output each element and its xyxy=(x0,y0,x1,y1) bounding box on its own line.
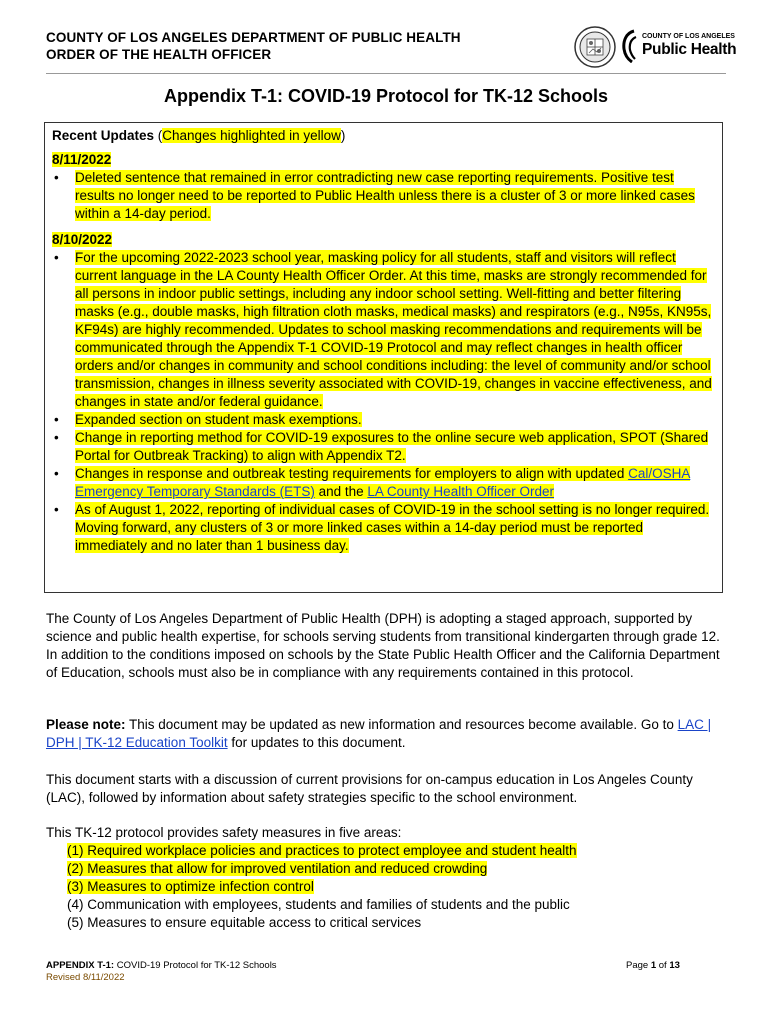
public-health-logo-icon xyxy=(620,29,640,63)
list-item-text: Changes in response and outbreak testing requirements for employers to align with updated xyxy=(75,466,629,481)
header-text xyxy=(46,29,461,63)
list-item xyxy=(46,842,726,860)
footer-revised: Revised 8/11/2022 xyxy=(46,972,125,983)
list-item xyxy=(52,429,716,465)
recent-updates-label: Recent Updates xyxy=(52,128,155,143)
list-item xyxy=(52,501,716,555)
note-paragraph xyxy=(46,716,726,752)
calosha-ets-link[interactable]: Cal/OSHA Emergency Temporary Standards (ETS) xyxy=(75,466,691,499)
note-label: Please note: xyxy=(46,717,126,732)
bullet-icon: • xyxy=(54,430,59,445)
recent-updates-note: Changes highlighted in yellow xyxy=(162,128,341,143)
list-item-text: Expanded section on student mask exemptions. xyxy=(75,412,362,427)
header-line-2: ORDER OF THE HEALTH OFFICER xyxy=(46,47,272,62)
public-health-logo xyxy=(620,29,737,65)
bullet-icon: • xyxy=(54,502,59,517)
update-date xyxy=(52,151,716,169)
discussion-paragraph: This document starts with a discussion of current provisions for on-campus education in Los Angeles County (LAC), followed by information about safety strategies specific to the school environment. xyxy=(46,772,693,805)
update-date xyxy=(52,231,716,249)
list-item xyxy=(52,249,716,411)
list-item-text: For the upcoming 2022-2023 school year, masking policy for all students, staff and visitors will reflect current language in the LA County Health Officer Order. At this time, masks are strongly recommended for all persons in indoor public settings, including any indoor school setting. Well-fitting and better filtering masks (e.g., double masks, high filtration cloth masks, medical masks) and respirators (e.g., N95s, KN95s, KF94s) are highly recommended. Updates to school masking recommendations and requirements will be communicated through the Appendix T-1 COVID-19 Protocol and may reflect changes in health officer orders and/or changes in community and school conditions including: the level of community and/or school transmission, changes in illness severity associated with COVID-19, changes in vaccine effectiveness, and changes in state and/or federal guidance. xyxy=(75,250,712,409)
footer-left xyxy=(46,960,277,984)
bullet-icon: • xyxy=(54,412,59,427)
page-number xyxy=(626,960,680,972)
logo-public-health-text: Public Health xyxy=(642,41,737,58)
page-total: 13 xyxy=(669,960,680,971)
footer-label: APPENDIX T-1: xyxy=(46,960,115,971)
area-item-text: (2) Measures that allow for improved ventilation and reduced crowding xyxy=(67,861,488,876)
note-text: This document may be updated as new information and resources become available. Go to xyxy=(125,717,678,732)
areas-section xyxy=(46,824,726,932)
list-item xyxy=(46,878,726,896)
list-item-text: Deleted sentence that remained in error contradicting new case reporting requirements. Positive test results no longer need to be reported to Public Health unless there is a cluster of 3 or more linked cases within a 14-day period. xyxy=(75,170,695,221)
logo-county-text: COUNTY OF LOS ANGELES xyxy=(642,33,735,40)
update-list xyxy=(52,249,716,555)
bullet-icon: • xyxy=(54,466,59,481)
area-item-text: (5) Measures to ensure equitable access to critical services xyxy=(67,915,422,930)
page-current: 1 xyxy=(650,960,657,971)
bullet-icon: • xyxy=(54,250,59,265)
heading-paren-open: ( xyxy=(154,128,163,143)
footer-doc-title: COVID-19 Protocol for TK-12 Schools xyxy=(114,960,277,971)
page-word: Page xyxy=(626,960,651,971)
list-item-text: As of August 1, 2022, reporting of individual cases of COVID-19 in the school setting is no longer required. Moving forward, any clusters of 3 or more linked cases within a 14-day period must be reported immediately and no later than 1 business day. xyxy=(75,502,710,553)
recent-updates-heading xyxy=(52,127,716,145)
education-toolkit-link[interactable]: LAC | DPH | TK-12 Education Toolkit xyxy=(46,717,712,750)
intro-paragraph: The County of Los Angeles Department of Public Health (DPH) is adopting a staged approach, supported by science and public health expertise, for schools serving students from transitional kindergarten through grade 12. In addition to the conditions imposed on schools by the State Public Health Officer and the California Department of Education, schools must also be in compliance with any requirements contained in this protocol. xyxy=(46,611,720,680)
page-title: Appendix T-1: COVID-19 Protocol for TK-12 Schools xyxy=(163,86,609,106)
list-item xyxy=(46,860,726,878)
footer-doc-line xyxy=(46,960,277,972)
list-item xyxy=(46,896,726,914)
health-officer-order-link[interactable]: LA County Health Officer Order xyxy=(367,484,554,499)
update-date-text: 8/10/2022 xyxy=(52,232,113,247)
county-seal-icon xyxy=(574,26,616,68)
area-item-text: (3) Measures to optimize infection control xyxy=(67,879,314,894)
list-item xyxy=(52,465,716,501)
heading-paren-close: ) xyxy=(340,128,346,143)
list-item-text: and the xyxy=(314,484,368,499)
bullet-icon: • xyxy=(54,170,59,185)
header-divider xyxy=(46,73,726,74)
note-end-text: for updates to this document. xyxy=(227,735,406,750)
page-of: of xyxy=(656,960,670,971)
list-item-text: Change in reporting method for COVID-19 exposures to the online secure web application, SPOT (Shared Portal for Outbreak Tracking) to align with Appendix T2. xyxy=(75,430,709,463)
header-line-1: COUNTY OF LOS ANGELES DEPARTMENT OF PUBLIC HEALTH xyxy=(46,30,461,45)
areas-list xyxy=(46,842,726,932)
area-item-text: (1) Required workplace policies and practices to protect employee and student health xyxy=(67,843,577,858)
areas-intro: This TK-12 protocol provides safety measures in five areas: xyxy=(46,825,402,840)
update-list xyxy=(52,169,716,223)
list-item xyxy=(52,169,716,223)
area-item-text: (4) Communication with employees, students and families of students and the public xyxy=(67,897,570,912)
list-item xyxy=(46,914,726,932)
list-item xyxy=(52,411,716,429)
update-date-text: 8/11/2022 xyxy=(52,152,112,167)
recent-updates-box xyxy=(44,122,723,593)
